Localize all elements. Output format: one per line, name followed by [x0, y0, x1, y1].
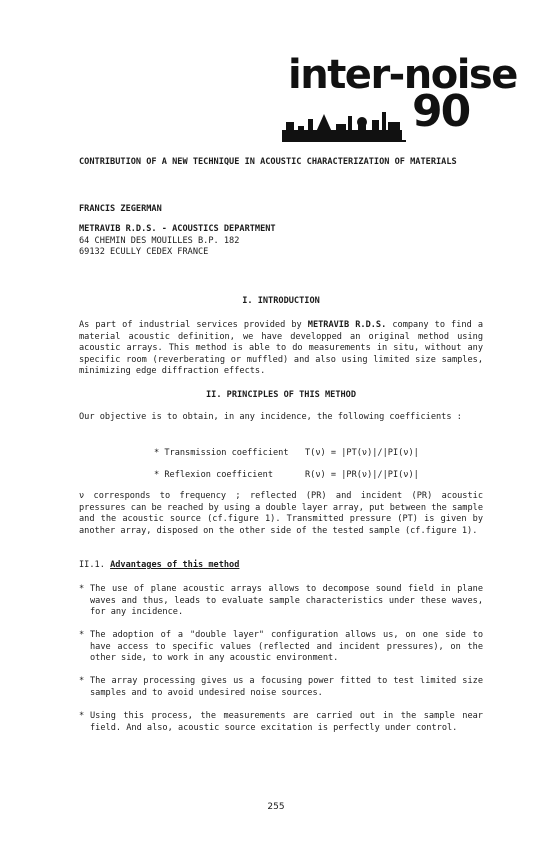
logo-skyline-icon — [280, 110, 412, 146]
intro-text-start: As part of industrial services provided by — [79, 320, 308, 330]
bullet-star: * — [79, 630, 85, 640]
reflexion-formula: R(ν) = |PR(ν)|/|PI(ν)| — [305, 470, 419, 480]
page-number: 255 — [267, 802, 285, 812]
section-heading-principles: II. PRINCIPLES OF THIS METHOD — [205, 390, 357, 400]
reflexion-formula-label: * Reflexion coefficient — [154, 470, 273, 480]
section-heading-introduction: I. INTRODUCTION — [242, 296, 320, 306]
bullet-item: * The adoption of a "double layer" configuration allows us, on one side to have access to specific values (reflected and incident pressures), on the other side, to work in any acoustic environment. — [79, 630, 483, 664]
company-name: METRAVIB R.D.S. — [307, 320, 387, 330]
transmission-formula: T(ν) = |PT(ν)|/|PI(ν)| — [305, 448, 419, 458]
bullet-star: * — [79, 676, 85, 686]
subsection-title: Advantages of this method — [110, 560, 240, 570]
bullet-item: * The array processing gives us a focusing power fitted to test limited size samples and to avoid undesired noise sources. — [79, 676, 483, 698]
conference-logo — [280, 52, 517, 146]
paper-title: CONTRIBUTION OF A NEW TECHNIQUE IN ACOUSTIC CHARACTERIZATION OF MATERIALS — [79, 157, 457, 167]
affiliation-line-1: METRAVIB R.D.S. - ACOUSTICS DEPARTMENT — [79, 224, 276, 234]
logo-wordmark: inter-noise — [288, 52, 517, 98]
objective-paragraph: Our objective is to obtain, in any incidence, the following coefficients : — [79, 412, 462, 422]
affiliation-line-2: 64 CHEMIN DES MOUILLES B.P. 182 — [79, 235, 240, 246]
logo-year: 90 — [412, 86, 470, 137]
affiliation-line-3: 69132 ECULLY CEDEX FRANCE — [79, 247, 209, 258]
bullet-item: * Using this process, the measurements are carried out in the sample near field. And also, acoustic source excitation is perfectly under control. — [79, 711, 483, 733]
subsection-heading — [79, 560, 483, 572]
introduction-paragraph — [79, 320, 483, 378]
subsection-number: II.1. — [79, 560, 105, 570]
bullet-star: * — [79, 711, 85, 721]
author-name: FRANCIS ZEGERMAN — [79, 204, 162, 214]
explanation-paragraph: ν corresponds to frequency ; reflected (PR) and incident (PR) acoustic pressures can be reached by using a double layer array, put between the sample and the acoustic source (cf.figure 1). Transmitted pressure (PT) is given by another array, disposed on the other side of the tested sample (cf.figure 1). — [79, 491, 483, 536]
bullet-star: * — [79, 584, 85, 594]
bullet-item: * The use of plane acoustic arrays allows to decompose sound field in plane waves and thus, leads to evaluate sample characteristics under these waves, for any incidence. — [79, 584, 483, 618]
transmission-formula-label: * Transmission coefficient — [154, 448, 289, 458]
affiliation-block — [79, 224, 483, 259]
intro-text-end: company to find a material acoustic definition, we have developped an original method using acoustic arrays. This method is able to do measurements in situ, without any specific room (reverberating or muffled) and also using limited size samples, minimizing edge diffraction effects. — [79, 320, 483, 377]
